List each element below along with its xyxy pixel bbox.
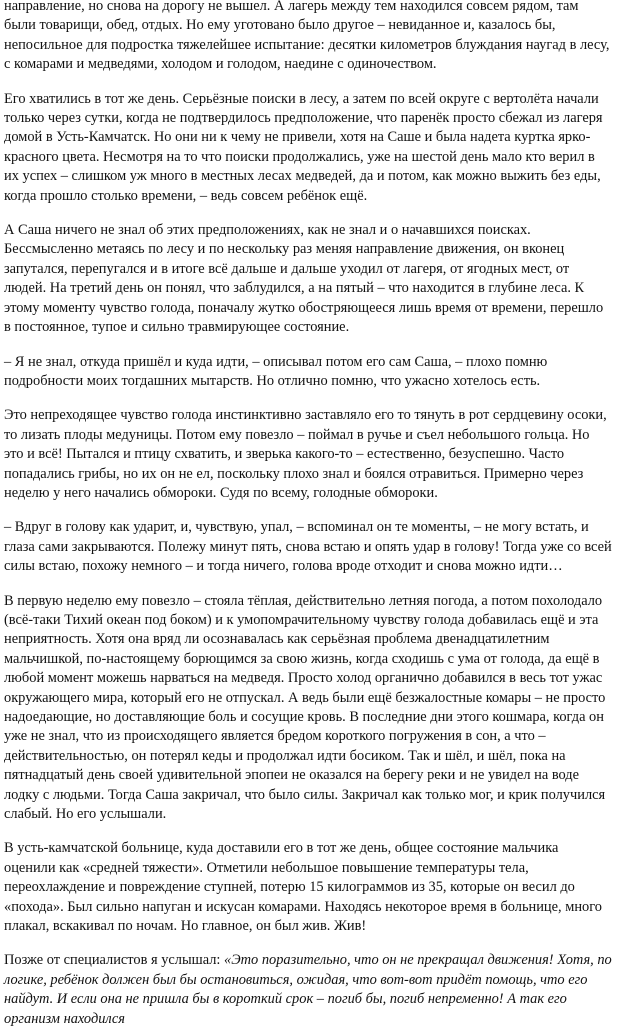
paragraph-8: В усть-камчатской больнице, куда доставили его в тот же день, общее состояние мальчика оценили как «средней тяжести». Отметили небольшое повышение температуры тела, переохлаждение и повреждение ступней, потерю 15 килограммов из 35, которые он весил до «похода». Был сильно напуган и искусан комарами. Находясь некоторое время в больнице, много плакал, вскакивал по ночам. Но главное, он был жив. Жив! [4, 840, 602, 935]
paragraph-9-quote: «Это поразительно, что он не прекращал движения! Хотя, по логике, ребёнок должен был бы остановиться, ожидая, что вот-вот придёт помощь, что его найдут. И если она не пришла бы в короткий срок – погиб бы, погиб непременно! А так его организм находился [4, 952, 612, 1027]
paragraph-2: Его хватились в тот же день. Серьёзные поиски в лесу, а затем по всей округе с вертолёта начали только через сутки, когда не подтвердилось предположение, что паренёк просто сбежал из лагеря домой в Усть-Камчатск. Но они ни к чему не привели, хотя на Саше и была надета куртка ярко-красного цвета. Несмотря на то что поиски продолжались, уже на шестой день мало кто верил в их успех – слишком уж много в местных лесах медведей, да и потом, как можно выжить без еды, когда прошло столько времени, – ведь совсем ребёнок ещё. [4, 90, 603, 204]
paragraph-3: А Саша ничего не знал об этих предположениях, как не знал и о начавшихся поисках. Бессмысленно метаясь по лесу и по нескольку раз меняя направление движения, он вконец запутался, перепугался и в итоге всё дальше и дальше уходил от лагеря, от ягодных мест, от людей. На третий день он понял, что заблудился, а на пятый – что находится в глубине леса. К этому моменту чувство голода, поначалу жутко обостряющееся лишь время от времени, перешло в постоянное, тупое и сильно травмирующее состояние. [4, 222, 604, 336]
paragraph-6: – Вдруг в голову как ударит, и, чувствую, упал, – вспоминал он те моменты, – не могу встать, и глаза сами закрываются. Полежу минут пять, снова встаю и опять удар в голову! Тогда уже со всей силы встаю, похожу немного – и тогда ничего, голова вроде отходит и снова можно идти… [4, 519, 612, 575]
paragraph-4: – Я не знал, откуда пришёл и куда идти, – описывал потом его сам Саша, – плохо помню подробности моих тогдашних мытарств. Но отлично помню, что ужасно хотелось есть. [4, 353, 548, 389]
paragraph-5: Это непреходящее чувство голода инстинктивно заставляло его то тянуть в рот сердцевину осоки, то лизать плоды медуницы. Потом ему повезло – поймал в ручье и съел небольшого гольца. Но это и всё! Пытался и птицу схватить, и зверька какого-то – естественно, безуспешно. Часто попадались грибы, но их он не ел, поскольку плохо знал и боялся отравиться. Примерно через неделю у него начались обмороки. Судя по всему, голодные обмороки. [4, 407, 607, 501]
paragraph-7: В первую неделю ему повезло – стояла тёплая, действительно летняя погода, а потом похолодало (всё-таки Тихий океан под боком) и к умопомрачительному чувству голода добавилась ещё и эта неприятность. Хотя она вряд ли осознавалась как серьёзная проблема двенадцатилетним мальчишкой, по-настоящему борющимся за свою жизнь, когда сходишь с ума от голода, да ещё в любой момент можешь нарваться на медведя. Просто холод органично добавился в весь тот ужас окружающего мира, который его не отпускал. А ведь были ещё безжалостные комары – не просто надоедающие, но доставляющие боль и сосущие кровь. В последние дни этого кошмара, когда он уже не знал, что из происходящего является бредом короткого погружения в сон, а что – действительностью, он потерял кеды и продолжал идти босиком. Так и шёл, и шёл, пока на пятнадцатый день своей удивительной эпопеи не оказался на берегу реки и не увидел на воде лодку с людьми. Тогда Саша закричал, что было силы. Закричал как только мог, и крик получился слабый. Но его услышали. [4, 592, 606, 823]
paragraph-9-intro: Позже от специалистов я услышал: [4, 952, 225, 969]
paragraph-1: направление, но снова на дорогу не вышел. А лагерь между тем находился совсем рядом, там были товарищи, обед, отдых. Но ему уготовано было другое – невиданное и, казалось бы, непосильное для подростка тяжелейшее испытание: десятки километров блуждания наугад в лесу, с комарами и медведями, холодом и голодом, наедине с одиночеством. [4, 0, 610, 73]
paragraph-9 [4, 951, 612, 1029]
